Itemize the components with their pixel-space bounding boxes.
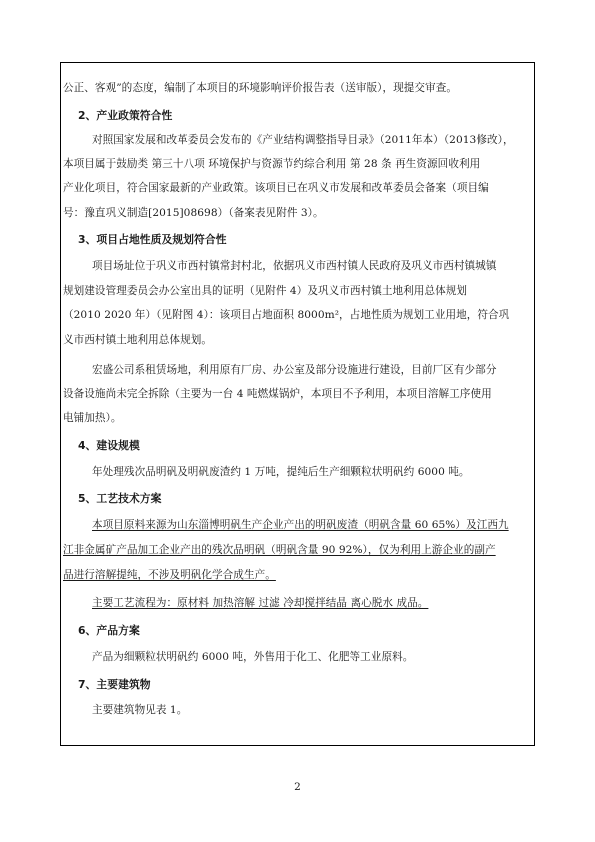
paragraph-line: 宏盛公司系租赁场地，利用原有厂房、办公室及部分设施进行建设，目前厂区有少部分 [92, 364, 497, 376]
section-heading-process: 5、工艺技术方案 [78, 492, 162, 505]
section-heading-buildings: 7、主要建筑物 [78, 678, 151, 691]
paragraph-line: 江非金属矿产品加工企业产出的残次品明矾（明矾含量 90 92%），仅为利用上游企业的副产 [63, 544, 496, 556]
paragraph-line: 项目场址位于巩义市西村镇常封村北，依据巩义市西村镇人民政府及巩义市西村镇城镇 [92, 260, 497, 272]
section-heading-industrial-policy: 2、产业政策符合性 [78, 109, 173, 122]
paragraph-line: 公正、客观”的态度，编制了本项目的环境影响评价报告表（送审版），现提交审查。 [63, 82, 457, 94]
paragraph-line: 本项目原料来源为山东淄博明矾生产企业产出的明矾废渣（明矾含量 60 65%）及江西九 [92, 519, 509, 531]
paragraph-line: 年处理残次品明矾及明矾废渣约 1 万吨，提纯后生产细颗粒状明矾约 6000 吨。 [92, 466, 470, 478]
paragraph-line: 设备设施尚未完全拆除（主要为一台 4 吨燃煤锅炉，本项目不予利用，本项目溶解工序使用 [63, 388, 492, 400]
paragraph-line: 义市西村镇土地利用总体规划。 [63, 334, 213, 346]
paragraph-line: 电铺加热）。 [63, 412, 122, 424]
paragraph-line: 品进行溶解提纯，不涉及明矾化学合成生产。 [63, 569, 276, 581]
section-heading-product: 6、产品方案 [78, 624, 140, 637]
section-heading-land-use: 3、项目占地性质及规划符合性 [78, 233, 227, 246]
section-heading-scale: 4、建设规模 [78, 439, 140, 452]
paragraph-line: 主要建筑物见表 1。 [92, 704, 188, 716]
paragraph-line: （2010 2020 年）（见附图 4）：该项目占地面积 8000m²，占地性质为规划工业用地，符合巩 [63, 309, 510, 321]
paragraph-line: 产品为细颗粒状明矾约 6000 吨，外售用于化工、化肥等工业原料。 [92, 651, 414, 663]
page-number: 2 [294, 781, 301, 793]
paragraph-line: 号：豫直巩义制造[2015]08698）（备案表见附件 3）。 [63, 207, 324, 219]
process-flow-line: 主要工艺流程为：原材料 加热溶解 过滤 冷却搅拌结晶 离心脱水 成品。 [92, 597, 429, 609]
paragraph-line: 规划建设管理委员会办公室出具的证明（见附件 4）及巩义市西村镇土地利用总体规划 [63, 285, 468, 297]
paragraph-line: 产业化项目，符合国家最新的产业政策。该项目已在巩义市发展和改革委员会备案（项目编 [63, 182, 489, 194]
paragraph-line: 本项目属于鼓励类 第三十八项 环境保护与资源节约综合利用 第 28 条 再生资源回收利用 [63, 158, 481, 170]
paragraph-line: 对照国家发展和改革委员会发布的《产业结构调整指导目录》（2011年本）（2013修改）， [92, 134, 514, 146]
